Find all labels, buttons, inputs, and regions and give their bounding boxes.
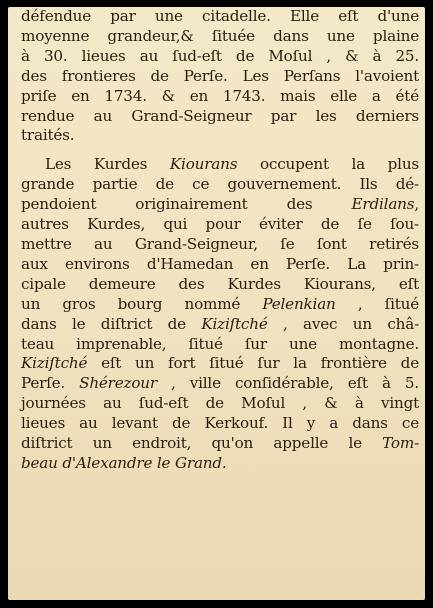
italic-text: Shérezour — [79, 374, 157, 393]
text-line — [21, 394, 419, 414]
text-line — [21, 315, 419, 335]
italic-text: Kiziſtché — [201, 314, 268, 333]
text-run: grande partie de ce gouvernement. Ils dé- — [21, 175, 419, 194]
italic-text: Kiziſtché — [21, 354, 88, 373]
book-page — [8, 7, 425, 600]
text-line — [21, 215, 419, 235]
text-line — [21, 414, 419, 434]
text-line — [21, 195, 419, 215]
text-run: aux environs d'Hamedan en Perſe. La prin- — [21, 254, 419, 273]
text-run: défendue par une citadelle. Elle eſt d'une — [21, 7, 419, 25]
text-line — [21, 27, 419, 47]
text-run: pendoient originairement des — [21, 195, 352, 214]
text-run: cipale demeure des Kurdes Kiourans, eſt — [21, 274, 419, 293]
text-line — [21, 454, 419, 474]
text-line — [21, 235, 419, 255]
text-run: rendue au Grand-Seigneur par les derniers — [21, 106, 419, 125]
text-line — [21, 126, 419, 146]
text-run: dans le diſtrict de — [21, 314, 202, 333]
paragraph — [21, 155, 419, 474]
italic-text: beau d'Alexandre le Grand. — [21, 453, 227, 472]
text-run: Les Kurdes — [45, 155, 170, 174]
text-line — [21, 155, 419, 175]
italic-text: Pelenkian — [262, 294, 336, 313]
text-run: occupent la plus — [237, 155, 419, 174]
italic-text: Kiourans — [169, 155, 238, 174]
text-run: eſt un fort ſitué ſur la frontière de — [87, 354, 419, 373]
text-run: autres Kurdes, qui pour éviter de ſe ſou- — [21, 215, 419, 234]
text-run: Perſe. — [21, 374, 80, 393]
text-line — [21, 275, 419, 295]
italic-text: Erdilans — [351, 195, 415, 214]
text-line — [21, 434, 419, 454]
text-run: , ville conſidérable, eſt à 5. — [156, 374, 419, 393]
text-line — [21, 67, 419, 87]
text-line — [21, 87, 419, 107]
text-line — [21, 335, 419, 355]
text-run: , — [414, 195, 419, 214]
text-run: , ſitué — [335, 294, 419, 313]
paragraph — [21, 7, 419, 146]
text-run: , avec un châ- — [267, 314, 419, 333]
text-run: mettre au Grand-Seigneur, ſe ſont retirés — [21, 234, 419, 253]
text-line — [21, 107, 419, 127]
text-line — [21, 374, 419, 394]
text-run: lieues au levant de Kerkouf. Il y a dans ce — [21, 414, 419, 433]
text-run: diſtrict un endroit, qu'on appelle le — [21, 434, 383, 453]
italic-text: Tom- — [382, 434, 419, 453]
text-line — [21, 295, 419, 315]
text-run: des frontieres de Perſe. Les Perſans l'avoient — [21, 66, 419, 85]
page-text — [21, 7, 419, 474]
text-run: journées au ſud-eſt de Moſul , & à vingt — [21, 394, 419, 413]
text-run: traités. — [21, 126, 75, 145]
text-line — [21, 354, 419, 374]
text-line — [21, 255, 419, 275]
text-run: teau imprenable, ſitué ſur une montagne. — [21, 334, 419, 353]
text-run: à 30. lieues au ſud-eſt de Moſul , & à 25. — [21, 46, 419, 65]
text-line — [21, 47, 419, 67]
text-run: un gros bourg nommé — [21, 294, 263, 313]
text-run: moyenne grandeur,& ſituée dans une plaine — [21, 26, 419, 45]
text-line — [21, 175, 419, 195]
text-run: priſe en 1734. & en 1743. mais elle a été — [21, 86, 419, 105]
text-line — [21, 7, 419, 27]
